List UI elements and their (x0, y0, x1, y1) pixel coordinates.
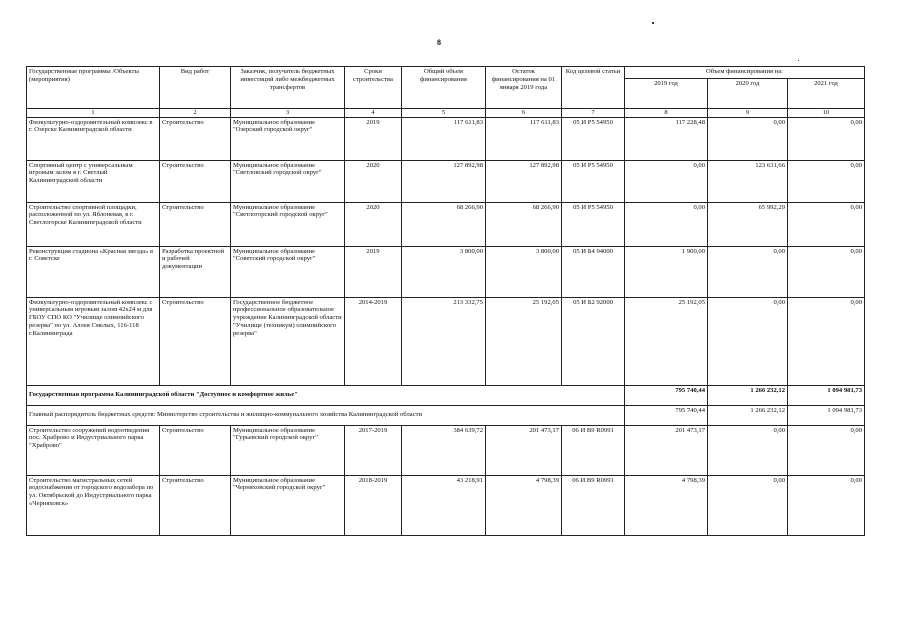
amount-2021: 0,00 (788, 425, 865, 475)
remainder-amount: 127 892,98 (486, 160, 562, 202)
amount-2021: 0,00 (788, 117, 865, 160)
table-row (27, 117, 865, 160)
target-code: 05 И Б2 92000 (562, 297, 625, 385)
term: 2019 (345, 246, 402, 297)
column-index: 9 (708, 109, 788, 118)
work-type: Строительство (160, 160, 231, 202)
work-type: Строительство (160, 297, 231, 385)
table-row (27, 297, 865, 385)
table-row (27, 202, 865, 246)
term: 2018-2019 (345, 475, 402, 535)
program-title: Государственная программа Калининградской области "Доступное и комфортное жилье" (27, 385, 625, 405)
amount-2020: 123 631,66 (708, 160, 788, 202)
financing-table (26, 66, 865, 536)
customer: Муниципальное образование "Озерский городской округ" (231, 117, 345, 160)
manager-total-2020: 1 266 232,12 (708, 405, 788, 425)
object-name: Строительство спортивной площадки, расположенной по ул. Яблоневая, в г. Светлогорске Калининградской области (27, 202, 160, 246)
amount-2019: 117 228,48 (625, 117, 708, 160)
term: 2014-2019 (345, 297, 402, 385)
target-code: 05 И Р5 54950 (562, 202, 625, 246)
table-row (27, 246, 865, 297)
object-name: Реконструкция стадиона «Красная звезда» в г. Советске (27, 246, 160, 297)
budget-manager: Главный распорядитель бюджетных средств: Министерство строительства и жилищно-коммунального хозяйства Калининградской области (27, 405, 625, 425)
header-code: Код целевой статьи (562, 67, 625, 109)
manager-total-2019: 795 740,44 (625, 405, 708, 425)
table-row (27, 475, 865, 535)
manager-total-2021: 1 094 981,73 (788, 405, 865, 425)
column-index: 7 (562, 109, 625, 118)
object-name: Физкультурно-оздоровительный комплекс в г. Озерске Калининградской области (27, 117, 160, 160)
customer: Муниципальное образование "Светлогорский городской округ" (231, 202, 345, 246)
amount-2021: 0,00 (788, 160, 865, 202)
total-amount: 384 639,72 (402, 425, 486, 475)
header-volume: Объем финансирования на: (625, 67, 865, 79)
column-index: 5 (402, 109, 486, 118)
total-amount: 3 800,00 (402, 246, 486, 297)
term: 2020 (345, 160, 402, 202)
manager-total-row (27, 405, 865, 425)
header-work-type: Вид работ (160, 67, 231, 109)
work-type: Строительство (160, 202, 231, 246)
column-index-row (27, 109, 865, 118)
page-number: 8 (437, 38, 441, 47)
amount-2019: 25 192,05 (625, 297, 708, 385)
amount-2020: 0,00 (708, 425, 788, 475)
header-terms: Сроки строительства (345, 67, 402, 109)
total-amount: 43 218,91 (402, 475, 486, 535)
target-code: 06 И В9 R0991 (562, 425, 625, 475)
column-index: 8 (625, 109, 708, 118)
object-name: Физкультурно-оздоровительный комплекс с универсальным игровым залом 42х24 м для ГБОУ СПО КО "Училище олимпийского резерва" по ул. Аллея Смелых, 116-118 г.Калининграда (27, 297, 160, 385)
amount-2020: 0,00 (708, 246, 788, 297)
column-index: 6 (486, 109, 562, 118)
object-name: Строительство сооружений водоотведения пос. Храброво и Индустриального парка "Храброво" (27, 425, 160, 475)
amount-2019: 0,00 (625, 160, 708, 202)
term: 2020 (345, 202, 402, 246)
amount-2019: 201 473,17 (625, 425, 708, 475)
header-2019: 2019 год (625, 79, 708, 109)
program-total-row (27, 385, 865, 405)
amount-2019: 0,00 (625, 202, 708, 246)
header-customer: Заказчик, получатель бюджетных инвестиций либо межбюджетных трансфертов (231, 67, 345, 109)
column-index: 1 (27, 109, 160, 118)
customer: Муниципальное образование "Черняховский городской округ" (231, 475, 345, 535)
object-name: Строительство магистральных сетей водоснабжения от городского водозабора по ул. Октябрьской до Индустриального парка «Черняховск» (27, 475, 160, 535)
remainder-amount: 3 800,00 (486, 246, 562, 297)
column-index: 3 (231, 109, 345, 118)
remainder-amount: 25 192,05 (486, 297, 562, 385)
program-total-2021: 1 094 981,73 (788, 385, 865, 405)
table-row (27, 160, 865, 202)
amount-2020: 0,00 (708, 297, 788, 385)
table-row (27, 425, 865, 475)
scan-speck (652, 22, 654, 24)
target-code: 06 И В9 R0991 (562, 475, 625, 535)
amount-2021: 0,00 (788, 246, 865, 297)
term: 2019 (345, 117, 402, 160)
amount-2020: 0,00 (708, 475, 788, 535)
total-amount: 127 892,98 (402, 160, 486, 202)
column-index: 2 (160, 109, 231, 118)
object-name: Спортивный центр с универсальным игровым залом в г. Светлый Калининградской области (27, 160, 160, 202)
header-remainder: Остаток финансирования на 01 января 2019 года (486, 67, 562, 109)
customer: Муниципальное образование "Советский городской округ" (231, 246, 345, 297)
work-type: Строительство (160, 117, 231, 160)
customer: Муниципальное образование "Гурьевский городской округ" (231, 425, 345, 475)
customer: Муниципальное образование "Светловский городской округ" (231, 160, 345, 202)
term: 2017-2019 (345, 425, 402, 475)
total-amount: 68 266,90 (402, 202, 486, 246)
amount-2019: 1 900,00 (625, 246, 708, 297)
column-index: 10 (788, 109, 865, 118)
target-code: 05 И Б4 94000 (562, 246, 625, 297)
header-2020: 2020 год (708, 79, 788, 109)
remainder-amount: 117 611,83 (486, 117, 562, 160)
amount-2020: 0,00 (708, 117, 788, 160)
work-type: Строительство (160, 425, 231, 475)
remainder-amount: 4 798,39 (486, 475, 562, 535)
amount-2021: 0,00 (788, 202, 865, 246)
total-amount: 213 332,75 (402, 297, 486, 385)
column-index: 4 (345, 109, 402, 118)
remainder-amount: 201 473,17 (486, 425, 562, 475)
amount-2019: 4 798,39 (625, 475, 708, 535)
header-program: Государственные программы /Объекты (мероприятия) (27, 67, 160, 109)
target-code: 05 И Р5 54950 (562, 117, 625, 160)
work-type: Строительство (160, 475, 231, 535)
program-total-2020: 1 266 232,12 (708, 385, 788, 405)
scan-speck (798, 60, 799, 61)
target-code: 05 И Р5 54950 (562, 160, 625, 202)
remainder-amount: 68 266,90 (486, 202, 562, 246)
header-2021: 2021 год (788, 79, 865, 109)
customer: Государственное бюджетное профессиональное образовательное учреждение Калининградской области "Училище (техникум) олимпийского резерва" (231, 297, 345, 385)
header-total: Общий объем финансирования (402, 67, 486, 109)
program-total-2019: 795 740,44 (625, 385, 708, 405)
total-amount: 117 611,83 (402, 117, 486, 160)
amount-2021: 0,00 (788, 297, 865, 385)
amount-2020: 65 992,29 (708, 202, 788, 246)
work-type: Разработка проектной и рабочей документации (160, 246, 231, 297)
amount-2021: 0,00 (788, 475, 865, 535)
